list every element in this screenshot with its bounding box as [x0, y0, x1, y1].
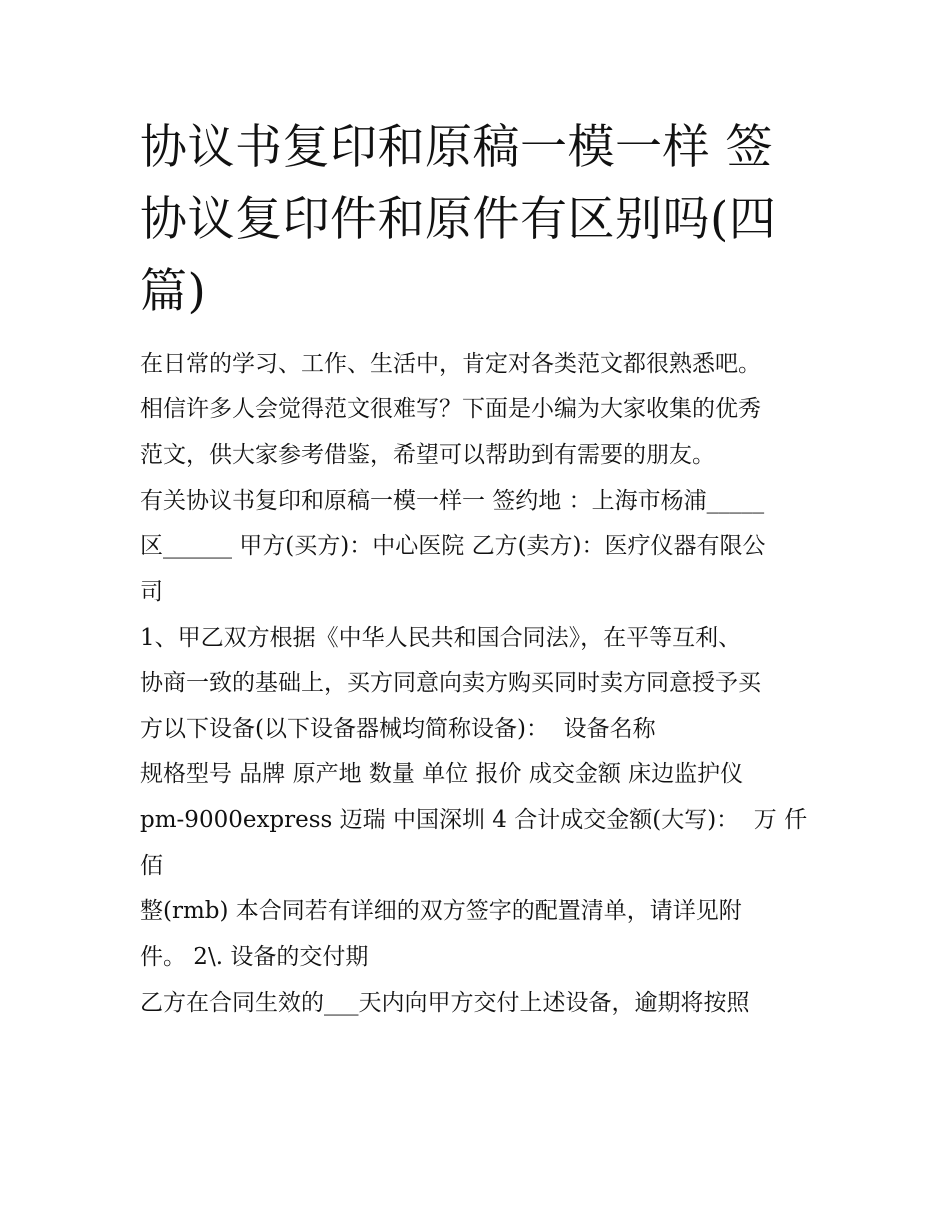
- text-line: 范文，供大家参考借鉴，希望可以帮助到有需要的朋友。: [140, 442, 715, 468]
- text-line: 1、甲乙双方根据《中华人民共和国合同法》，在平等互利、: [140, 624, 742, 651]
- text-line: 有关协议书复印和原稿一模一样一 签约地 ：上海市杨浦_____: [140, 487, 765, 514]
- text-line: 司: [140, 578, 163, 605]
- text-line: 规格型号 品牌 原产地 数量 单位 报价 成交金额 床边监护仪: [140, 761, 744, 788]
- text-line: 整(rmb) 本合同若有详细的双方签字的配置清单，请详见附: [140, 898, 742, 925]
- document-title: 协议书复印和原稿一模一样 签协议复印件和原件有区别吗(四篇): [140, 120, 777, 319]
- text-line: 佰: [140, 852, 163, 879]
- paragraph-parties: [140, 479, 820, 616]
- paragraph-equipment-table: [140, 752, 820, 889]
- paragraph-intro: [140, 342, 820, 479]
- text-line: 在日常的学习、工作、生活中，肯定对各类范文都很熟悉吧。: [140, 350, 761, 377]
- text-line: 乙方在合同生效的___天内向甲方交付上述设备，逾期将按照: [140, 989, 750, 1016]
- text-line: 相信许多人会觉得范文很难写？下面是小编为大家收集的优秀: [140, 396, 761, 423]
- document-page: [140, 112, 820, 1026]
- paragraph-amount: [140, 889, 820, 980]
- paragraph-clause-1: [140, 616, 820, 753]
- text-line: 协商一致的基础上，买方同意向卖方购买同时卖方同意授予买: [140, 670, 761, 697]
- text-line: 件。 2\. 设备的交付期: [140, 944, 369, 971]
- text-line: pm-9000express 迈瑞 中国深圳 4 合计成交金额(大写)： 万 仟: [140, 807, 808, 834]
- paragraph-delivery: [140, 981, 820, 1027]
- text-line: 方以下设备(以下设备器械均简称设备)： 设备名称: [140, 715, 656, 742]
- text-line: 区______ 甲方(买方)：中心医院 乙方(卖方)：医疗仪器有限公: [140, 533, 766, 560]
